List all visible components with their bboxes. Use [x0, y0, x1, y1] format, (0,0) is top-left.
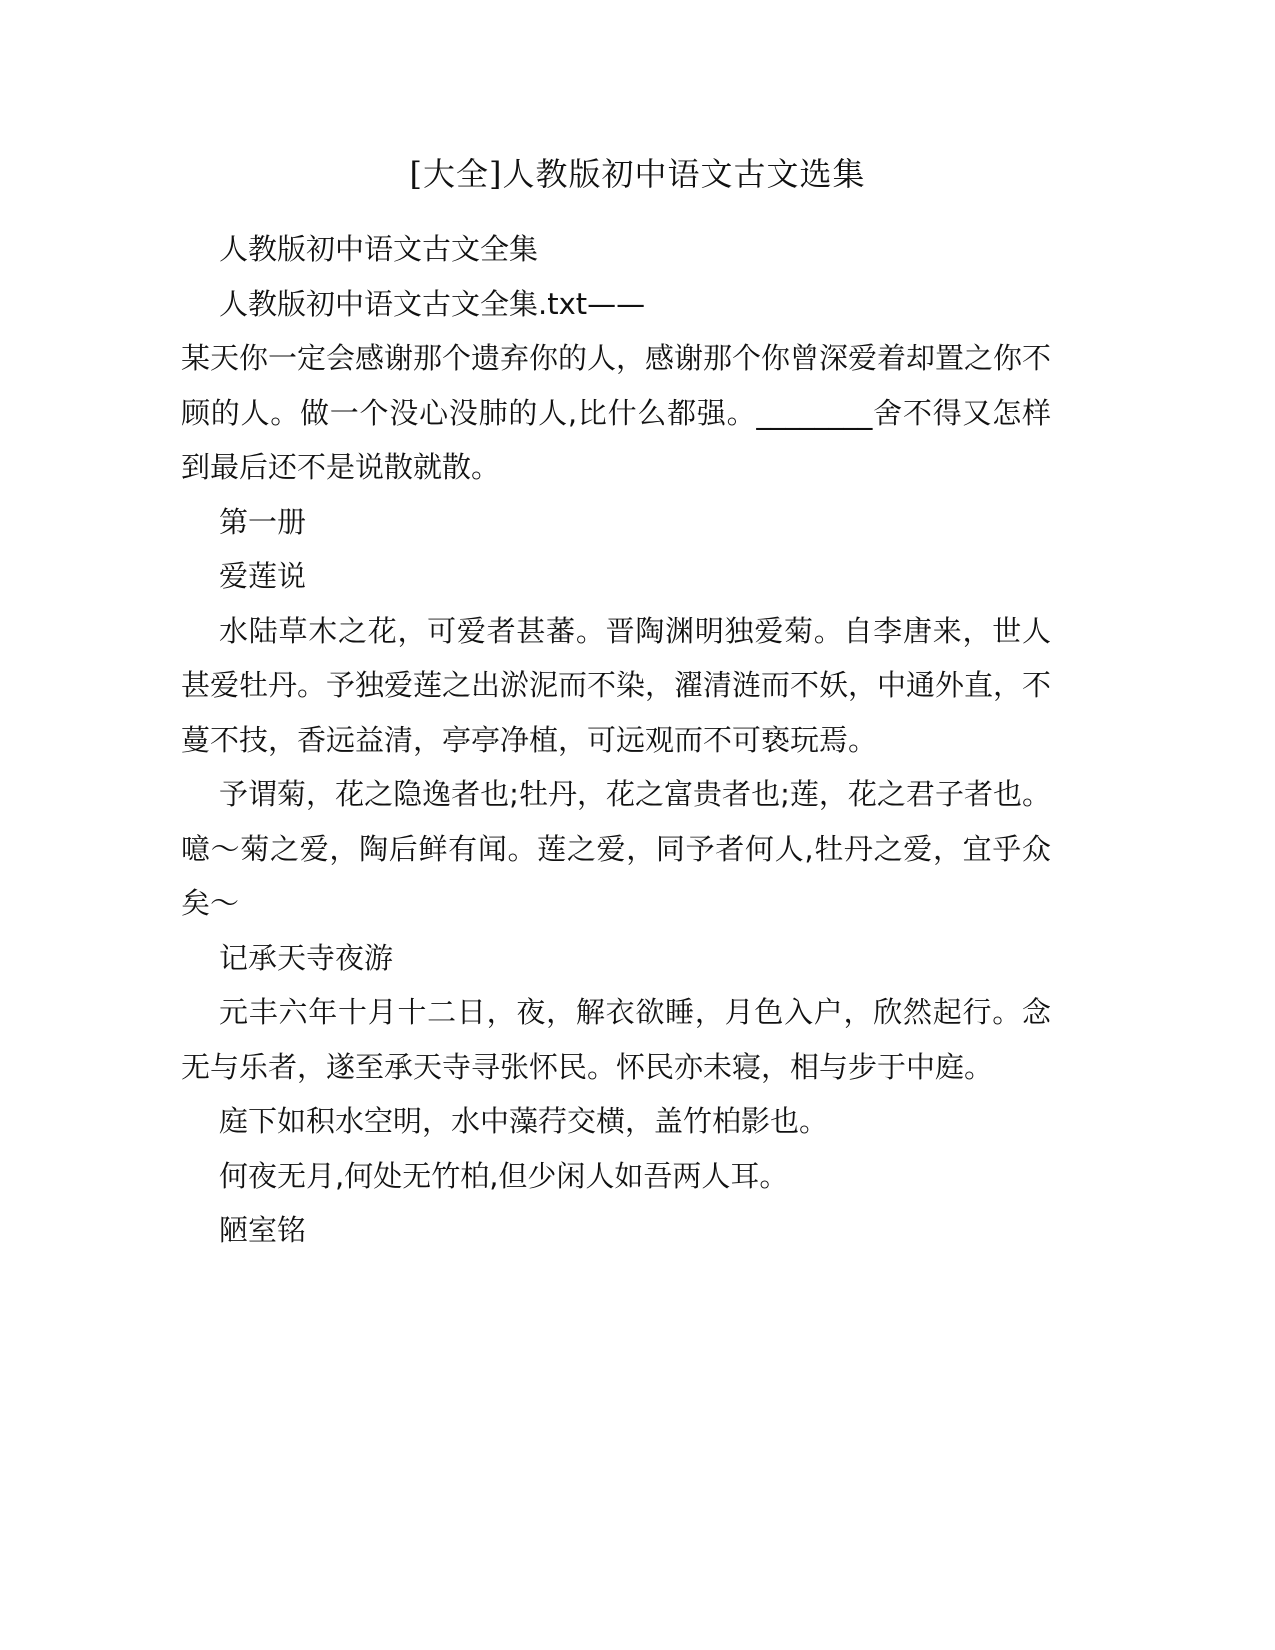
- paragraph: 人教版初中语文古文全集.txt——: [219, 286, 646, 321]
- paragraph: 水陆草木之花，可爱者甚蕃。晋陶渊明独爱菊。自李唐来，世人甚爱牡丹。予独爱莲之出淤泥而不染，濯清涟而不妖，中通外直，不蔓不技，香远益清，亭亭净植，可远观而不可亵玩焉。: [181, 613, 1052, 757]
- paragraph: 某天你一定会感谢那个遗弃你的人，感谢那个你曾深爱着却置之你不顾的人。做一个没心没肺的人,比什么都强。________舍不得又怎样到最后还不是说散就散。: [181, 341, 1052, 484]
- document-title: [大全]人教版初中语文古文选集: [409, 155, 866, 193]
- section-heading-loushiming: 陋室铭: [219, 1213, 307, 1247]
- paragraph: 人教版初中语文古文全集: [219, 232, 539, 266]
- paragraph: 何夜无月,何处无竹柏,但少闲人如吾两人耳。: [219, 1158, 789, 1193]
- paragraph: 元丰六年十月十二日，夜，解衣欲睡，月色入户，欣然起行。念无与乐者，遂至承天寺寻张怀民。怀民亦未寝，相与步于中庭。: [181, 995, 1051, 1084]
- section-heading-ailianshuo: 爱莲说: [219, 559, 307, 593]
- section-heading-volume: 第一册: [219, 504, 307, 539]
- section-heading-chengtiansi: 记承天寺夜游: [219, 940, 394, 975]
- paragraph: 予谓菊，花之隐逸者也;牡丹，花之富贵者也;莲，花之君子者也。噫～菊之爱，陶后鲜有闻。莲之爱，同予者何人,牡丹之爱，宜乎众矣～: [181, 777, 1051, 920]
- document-body: [181, 222, 1051, 1258]
- paragraph: 庭下如积水空明，水中藻荇交横，盖竹柏影也。: [219, 1104, 829, 1138]
